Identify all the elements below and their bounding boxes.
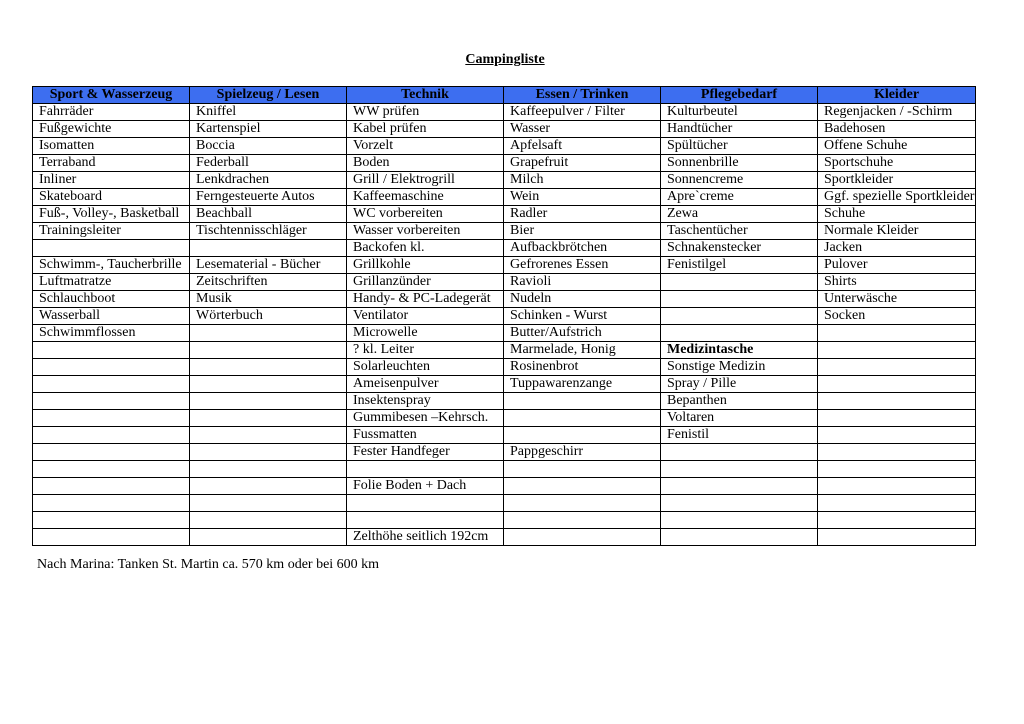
- table-cell: [190, 342, 347, 359]
- table-row: [33, 444, 976, 461]
- table-row: [33, 359, 976, 376]
- table-cell: Zewa: [661, 206, 818, 223]
- column-header-sport: Sport & Wasserzeug: [33, 87, 190, 104]
- table-cell: Ferngesteuerte Autos: [190, 189, 347, 206]
- table-cell: Sportschuhe: [818, 155, 976, 172]
- table-cell: [504, 512, 661, 529]
- table-cell: [504, 478, 661, 495]
- table-cell: Insektenspray: [347, 393, 504, 410]
- table-row: [33, 240, 976, 257]
- table-cell: Offene Schuhe: [818, 138, 976, 155]
- table-cell: [504, 427, 661, 444]
- table-cell: Zelthöhe seitlich 192cm: [347, 529, 504, 546]
- table-cell: Boden: [347, 155, 504, 172]
- table-cell: Jacken: [818, 240, 976, 257]
- table-cell: Handtücher: [661, 121, 818, 138]
- table-cell: ? kl. Leiter: [347, 342, 504, 359]
- table-cell: [818, 393, 976, 410]
- table-cell: Kabel prüfen: [347, 121, 504, 138]
- table-cell: Radler: [504, 206, 661, 223]
- table-cell: [661, 461, 818, 478]
- table-cell: [190, 478, 347, 495]
- table-cell: Ravioli: [504, 274, 661, 291]
- table-cell: [818, 444, 976, 461]
- table-cell: Tischtennisschläger: [190, 223, 347, 240]
- table-cell: [818, 359, 976, 376]
- table-cell: [190, 410, 347, 427]
- table-cell: [190, 512, 347, 529]
- table-cell: Spray / Pille: [661, 376, 818, 393]
- table-cell: Kaffeepulver / Filter: [504, 104, 661, 121]
- table-cell: [33, 495, 190, 512]
- table-cell: Kaffeemaschine: [347, 189, 504, 206]
- table-cell: Socken: [818, 308, 976, 325]
- table-cell: Federball: [190, 155, 347, 172]
- table-row: [33, 529, 976, 546]
- table-cell: Handy- & PC-Ladegerät: [347, 291, 504, 308]
- table-cell: [818, 325, 976, 342]
- table-row: [33, 104, 976, 121]
- table-cell: [661, 512, 818, 529]
- table-cell: [190, 240, 347, 257]
- table-cell: [661, 291, 818, 308]
- table-cell: [190, 495, 347, 512]
- table-cell: Schnakenstecker: [661, 240, 818, 257]
- table-cell: [33, 461, 190, 478]
- table-cell: Gummibesen –Kehrsch.: [347, 410, 504, 427]
- table-cell: Rosinenbrot: [504, 359, 661, 376]
- table-cell: Sportkleider: [818, 172, 976, 189]
- table-row: [33, 410, 976, 427]
- table-cell: [661, 325, 818, 342]
- table-cell: Musik: [190, 291, 347, 308]
- table-cell: [661, 444, 818, 461]
- table-cell: Wasser vorbereiten: [347, 223, 504, 240]
- table-cell: Grillanzünder: [347, 274, 504, 291]
- table-cell: [190, 393, 347, 410]
- table-cell: [33, 410, 190, 427]
- table-cell: [504, 461, 661, 478]
- table-cell: [504, 529, 661, 546]
- table-cell: Sonnenbrille: [661, 155, 818, 172]
- table-header-row: [33, 87, 976, 104]
- table-row: [33, 308, 976, 325]
- table-cell: Vorzelt: [347, 138, 504, 155]
- table-cell: [190, 427, 347, 444]
- table-cell: Fenistil: [661, 427, 818, 444]
- table-cell: Zeitschriften: [190, 274, 347, 291]
- table-cell: Grill / Elektrogrill: [347, 172, 504, 189]
- table-cell: Marmelade, Honig: [504, 342, 661, 359]
- table-cell: [818, 478, 976, 495]
- table-cell: Pulover: [818, 257, 976, 274]
- table-cell: [818, 376, 976, 393]
- table-cell: Voltaren: [661, 410, 818, 427]
- table-cell: Luftmatratze: [33, 274, 190, 291]
- table-cell: Tuppawarenzange: [504, 376, 661, 393]
- table-cell: WC vorbereiten: [347, 206, 504, 223]
- table-cell: Unterwäsche: [818, 291, 976, 308]
- table-cell: [33, 359, 190, 376]
- table-cell: Kulturbeutel: [661, 104, 818, 121]
- table-cell: Schwimm-, Taucherbrille: [33, 257, 190, 274]
- table-cell: Fußgewichte: [33, 121, 190, 138]
- table-row: [33, 172, 976, 189]
- table-cell: [661, 478, 818, 495]
- table-cell: [190, 376, 347, 393]
- table-cell: Lenkdrachen: [190, 172, 347, 189]
- table-cell: Skateboard: [33, 189, 190, 206]
- table-cell: Beachball: [190, 206, 347, 223]
- table-cell: [33, 478, 190, 495]
- table-cell: Aufbackbrötchen: [504, 240, 661, 257]
- table-cell: Ggf. spezielle Sportkleider: [818, 189, 976, 206]
- camping-list-table: [32, 86, 976, 546]
- table-cell: Taschentücher: [661, 223, 818, 240]
- table-row: [33, 325, 976, 342]
- table-cell: Ventilator: [347, 308, 504, 325]
- table-cell: [33, 376, 190, 393]
- table-row: [33, 121, 976, 138]
- table-cell: Nudeln: [504, 291, 661, 308]
- table-row: [33, 206, 976, 223]
- table-cell: [661, 274, 818, 291]
- table-cell: [818, 495, 976, 512]
- table-cell: [190, 461, 347, 478]
- column-header-essen: Essen / Trinken: [504, 87, 661, 104]
- table-cell: [190, 325, 347, 342]
- table-cell: [33, 342, 190, 359]
- table-cell: Fenistilgel: [661, 257, 818, 274]
- table-cell: Wasserball: [33, 308, 190, 325]
- footer-note: Nach Marina: Tanken St. Martin ca. 570 km oder bei 600 km: [37, 557, 380, 572]
- table-row: [33, 189, 976, 206]
- table-row: [33, 495, 976, 512]
- table-cell: [818, 512, 976, 529]
- table-cell: Grillkohle: [347, 257, 504, 274]
- table-cell: Schinken - Wurst: [504, 308, 661, 325]
- table-cell: Schwimmflossen: [33, 325, 190, 342]
- table-cell: Fahrräder: [33, 104, 190, 121]
- table-cell: [818, 427, 976, 444]
- table-row: [33, 461, 976, 478]
- table-cell: Normale Kleider: [818, 223, 976, 240]
- table-cell: Schuhe: [818, 206, 976, 223]
- table-cell: Badehosen: [818, 121, 976, 138]
- table-cell: [661, 495, 818, 512]
- table-cell: Isomatten: [33, 138, 190, 155]
- table-cell: [33, 427, 190, 444]
- table-cell: Fuß-, Volley-, Basketball: [33, 206, 190, 223]
- table-cell: [347, 495, 504, 512]
- table-cell: [504, 410, 661, 427]
- table-cell: [661, 308, 818, 325]
- column-header-kleider: Kleider: [818, 87, 976, 104]
- table-cell: Pappgeschirr: [504, 444, 661, 461]
- table-cell: Lesematerial - Bücher: [190, 257, 347, 274]
- table-cell: [33, 444, 190, 461]
- table-cell: Kartenspiel: [190, 121, 347, 138]
- table-row: [33, 427, 976, 444]
- table-row: [33, 291, 976, 308]
- column-header-pflege: Pflegebedarf: [661, 87, 818, 104]
- table-cell: Grapefruit: [504, 155, 661, 172]
- table-cell: Regenjacken / -Schirm: [818, 104, 976, 121]
- table-row: [33, 223, 976, 240]
- table-cell: Medizintasche: [661, 342, 818, 359]
- table-cell: [33, 529, 190, 546]
- table-cell: Folie Boden + Dach: [347, 478, 504, 495]
- table-row: [33, 478, 976, 495]
- table-cell: Fester Handfeger: [347, 444, 504, 461]
- table-cell: [661, 529, 818, 546]
- table-cell: Backofen kl.: [347, 240, 504, 257]
- column-header-technik: Technik: [347, 87, 504, 104]
- table-cell: [33, 512, 190, 529]
- table-row: [33, 512, 976, 529]
- table-row: [33, 257, 976, 274]
- table-cell: Schlauchboot: [33, 291, 190, 308]
- table-cell: Sonnencreme: [661, 172, 818, 189]
- table-row: [33, 376, 976, 393]
- table-cell: Wasser: [504, 121, 661, 138]
- table-cell: Ameisenpulver: [347, 376, 504, 393]
- table-cell: Microwelle: [347, 325, 504, 342]
- table-cell: [33, 240, 190, 257]
- table-cell: Terraband: [33, 155, 190, 172]
- table-row: [33, 393, 976, 410]
- table-cell: [347, 461, 504, 478]
- table-cell: Bier: [504, 223, 661, 240]
- table-cell: Spültücher: [661, 138, 818, 155]
- table-cell: Fussmatten: [347, 427, 504, 444]
- table-body: [33, 104, 976, 546]
- table-row: [33, 138, 976, 155]
- table-cell: [190, 359, 347, 376]
- table-cell: Inliner: [33, 172, 190, 189]
- table-cell: Milch: [504, 172, 661, 189]
- table-row: [33, 342, 976, 359]
- table-cell: [818, 342, 976, 359]
- table-cell: Sonstige Medizin: [661, 359, 818, 376]
- table-cell: Apre`creme: [661, 189, 818, 206]
- table-cell: [33, 393, 190, 410]
- table-cell: [190, 529, 347, 546]
- table-row: [33, 155, 976, 172]
- page-title: Campingliste: [465, 52, 545, 67]
- table-cell: Wein: [504, 189, 661, 206]
- table-cell: [818, 461, 976, 478]
- table-cell: Bepanthen: [661, 393, 818, 410]
- table-cell: [818, 529, 976, 546]
- table-cell: [504, 495, 661, 512]
- table-cell: Trainingsleiter: [33, 223, 190, 240]
- table-cell: Solarleuchten: [347, 359, 504, 376]
- table-cell: Shirts: [818, 274, 976, 291]
- table-cell: WW prüfen: [347, 104, 504, 121]
- column-header-spielzeug: Spielzeug / Lesen: [190, 87, 347, 104]
- table-cell: Wörterbuch: [190, 308, 347, 325]
- table-row: [33, 274, 976, 291]
- table-cell: Boccia: [190, 138, 347, 155]
- table-cell: [190, 444, 347, 461]
- table-cell: [818, 410, 976, 427]
- table-cell: Kniffel: [190, 104, 347, 121]
- table-cell: [347, 512, 504, 529]
- table-cell: Apfelsaft: [504, 138, 661, 155]
- table-cell: [504, 393, 661, 410]
- table-cell: Butter/Aufstrich: [504, 325, 661, 342]
- table-cell: Gefrorenes Essen: [504, 257, 661, 274]
